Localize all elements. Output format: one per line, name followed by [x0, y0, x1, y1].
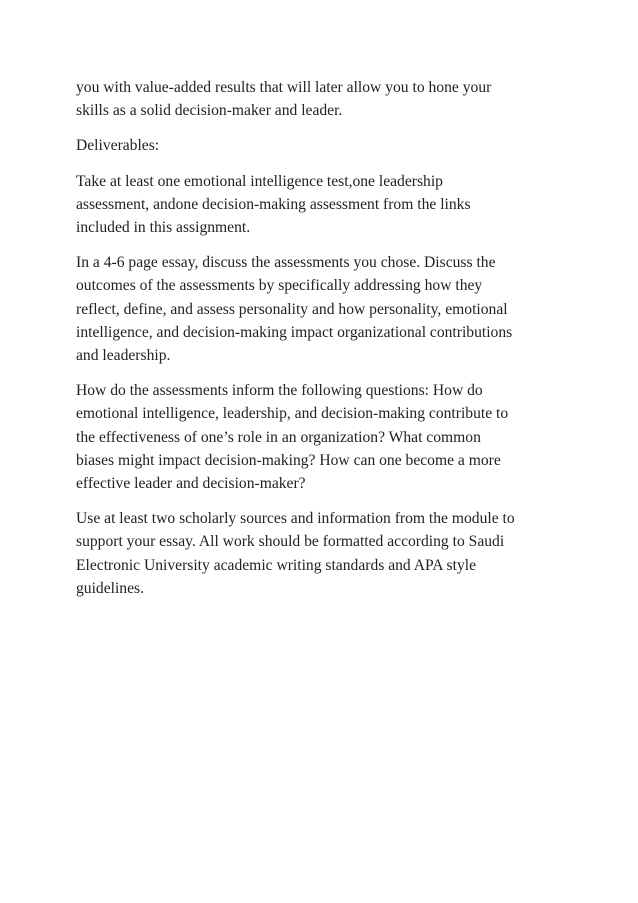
deliverables-heading: Deliverables: — [76, 137, 160, 155]
paragraph-sources-formatting: Use at least two scholarly sources and information from the module to support your essay. All work should be formatted according to Saudi Electronic University academic writing standards and APA style guidelines. — [76, 510, 515, 597]
paragraph-guiding-questions: How do the assessments inform the following questions: How do emotional intelligence, leadership, and decision-making contribute to the effectiveness of one’s role in an organization? What common biases might impact decision-making? How can one become a more effective leader and decision-maker? — [76, 382, 509, 493]
paragraph-assessments-task: Take at least one emotional intelligence test,one leadership assessment, andone decision-making assessment from the links included in this assignment. — [76, 172, 471, 237]
document-body — [76, 76, 568, 612]
paragraph-essay-instructions: In a 4-6 page essay, discuss the assessments you chose. Discuss the outcomes of the assessments by specifically addressing how they reflect, define, and assess personality and how personality, emotional intelligence, and decision-making impact organizational contributions and leadership. — [76, 254, 513, 365]
paragraph-intro-continuation: you with value-added results that will later allow you to hone your skills as a solid decision-maker and leader. — [76, 79, 492, 120]
